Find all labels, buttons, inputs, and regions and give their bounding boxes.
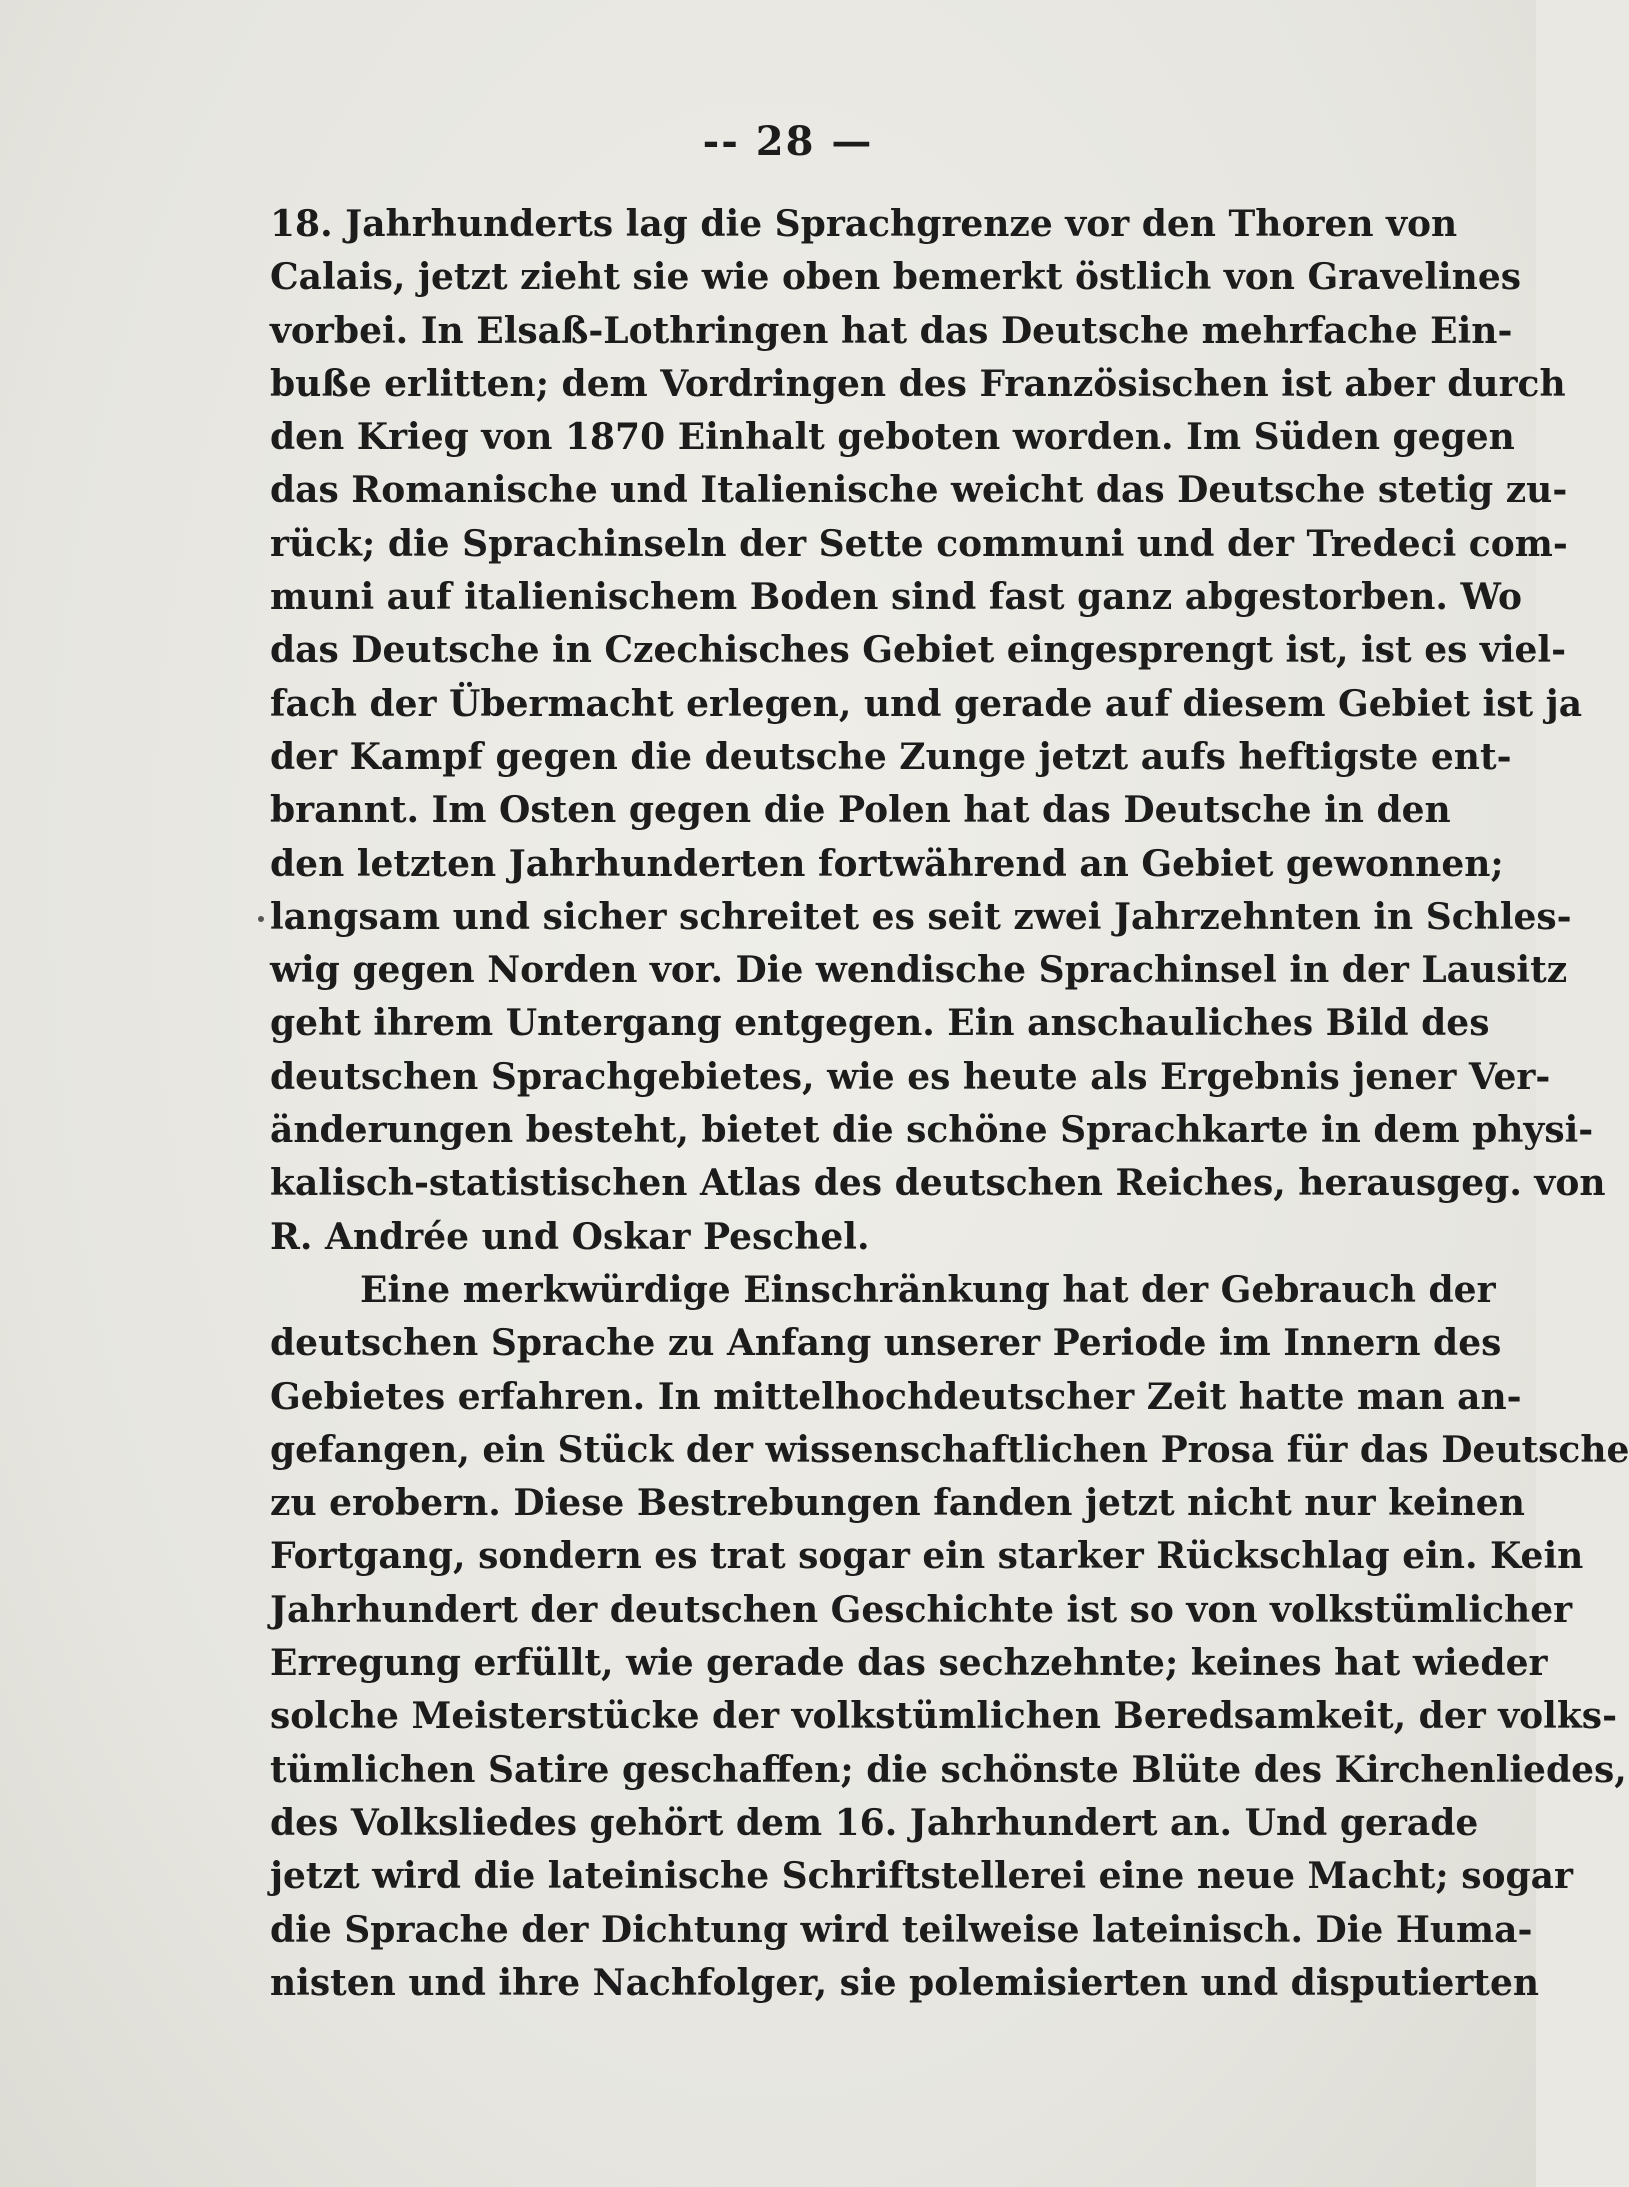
text-line: gefangen, ein Stück der wissenschaftlichen Prosa für das Deutsche — [270, 1428, 1629, 1471]
text-line: Gebietes erfahren. In mittelhochdeutscher Zeit hatte man an- — [270, 1375, 1522, 1418]
text-line: Eine merkwürdige Einschränkung hat der Gebrauch der — [360, 1268, 1496, 1311]
text-line: buße erlitten; dem Vordringen des Französischen ist aber durch — [270, 362, 1566, 405]
text-line: nisten und ihre Nachfolger, sie polemisierten und disputierten — [270, 1961, 1540, 2004]
text-line: deutschen Sprache zu Anfang unserer Periode im Innern des — [270, 1322, 1502, 1365]
text-line: Jahrhundert der deutschen Geschichte ist so von volkstümlicher — [270, 1588, 1573, 1631]
text-line: Erregung erfüllt, wie gerade das sechzehnte; keines hat wieder — [270, 1642, 1548, 1685]
text-line: brannt. Im Osten gegen die Polen hat das Deutsche in den — [270, 789, 1451, 832]
margin-mark — [258, 916, 264, 922]
text-line: geht ihrem Untergang entgegen. Ein anschauliches Bild des — [270, 1002, 1490, 1045]
text-line: der Kampf gegen die deutsche Zunge jetzt aufs heftigste ent- — [270, 735, 1512, 778]
text-line: rück; die Sprachinseln der Sette communi und der Tredeci com- — [270, 522, 1568, 565]
text-line: das Deutsche in Czechisches Gebiet eingesprengt ist, ist es viel- — [270, 629, 1567, 672]
text-line: tümlichen Satire geschaffen; die schönste Blüte des Kirchenliedes, — [270, 1748, 1627, 1791]
text-line: muni auf italienischem Boden sind fast ganz abgestorben. Wo — [270, 576, 1523, 619]
text-line: 18. Jahrhunderts lag die Sprachgrenze vor den Thoren von — [270, 203, 1458, 245]
page-number: -- 28 — — [702, 118, 874, 165]
text-line: das Romanische und Italienische weicht das Deutsche stetig zu- — [270, 469, 1568, 512]
body-text — [270, 198, 1629, 2010]
text-line: änderungen besteht, bietet die schöne Sprachkarte in dem physi- — [270, 1109, 1594, 1152]
paragraph-2 — [270, 1264, 1629, 2010]
text-line: wig gegen Norden vor. Die wendische Sprachinsel in der Lausitz — [270, 949, 1568, 992]
paragraph-1 — [270, 198, 1606, 1264]
text-line: kalisch-statistischen Atlas des deutschen Reiches, herausgeg. von — [270, 1162, 1606, 1205]
text-line: jetzt wird die lateinische Schriftstellerei eine neue Macht; sogar — [270, 1855, 1573, 1898]
text-line: den Krieg von 1870 Einhalt geboten worden. Im Süden gegen — [270, 416, 1515, 459]
text-line: R. Andrée und Oskar Peschel. — [270, 1215, 870, 1258]
text-line: solche Meisterstücke der volkstümlichen Beredsamkeit, der volks- — [270, 1695, 1618, 1738]
text-line: langsam und sicher schreitet es seit zwei Jahrzehnten in Schles- — [270, 895, 1572, 938]
text-line: deutschen Sprachgebietes, wie es heute als Ergebnis jener Ver- — [270, 1055, 1551, 1098]
text-line: fach der Übermacht erlegen, und gerade auf diesem Gebiet ist ja — [270, 682, 1583, 725]
text-line: des Volksliedes gehört dem 16. Jahrhundert an. Und gerade — [270, 1801, 1479, 1844]
text-line: Calais, jetzt zieht sie wie oben bemerkt östlich von Gravelines — [270, 256, 1522, 299]
text-line: vorbei. In Elsaß-Lothringen hat das Deutsche mehrfache Ein- — [270, 309, 1513, 352]
text-line: Fortgang, sondern es trat sogar ein starker Rückschlag ein. Kein — [270, 1535, 1584, 1578]
text-line: den letzten Jahrhunderten fortwährend an Gebiet gewonnen; — [270, 842, 1504, 885]
text-line: zu erobern. Diese Bestrebungen fanden jetzt nicht nur keinen — [270, 1482, 1525, 1525]
text-line: die Sprache der Dichtung wird teilweise lateinisch. Die Huma- — [270, 1908, 1533, 1951]
